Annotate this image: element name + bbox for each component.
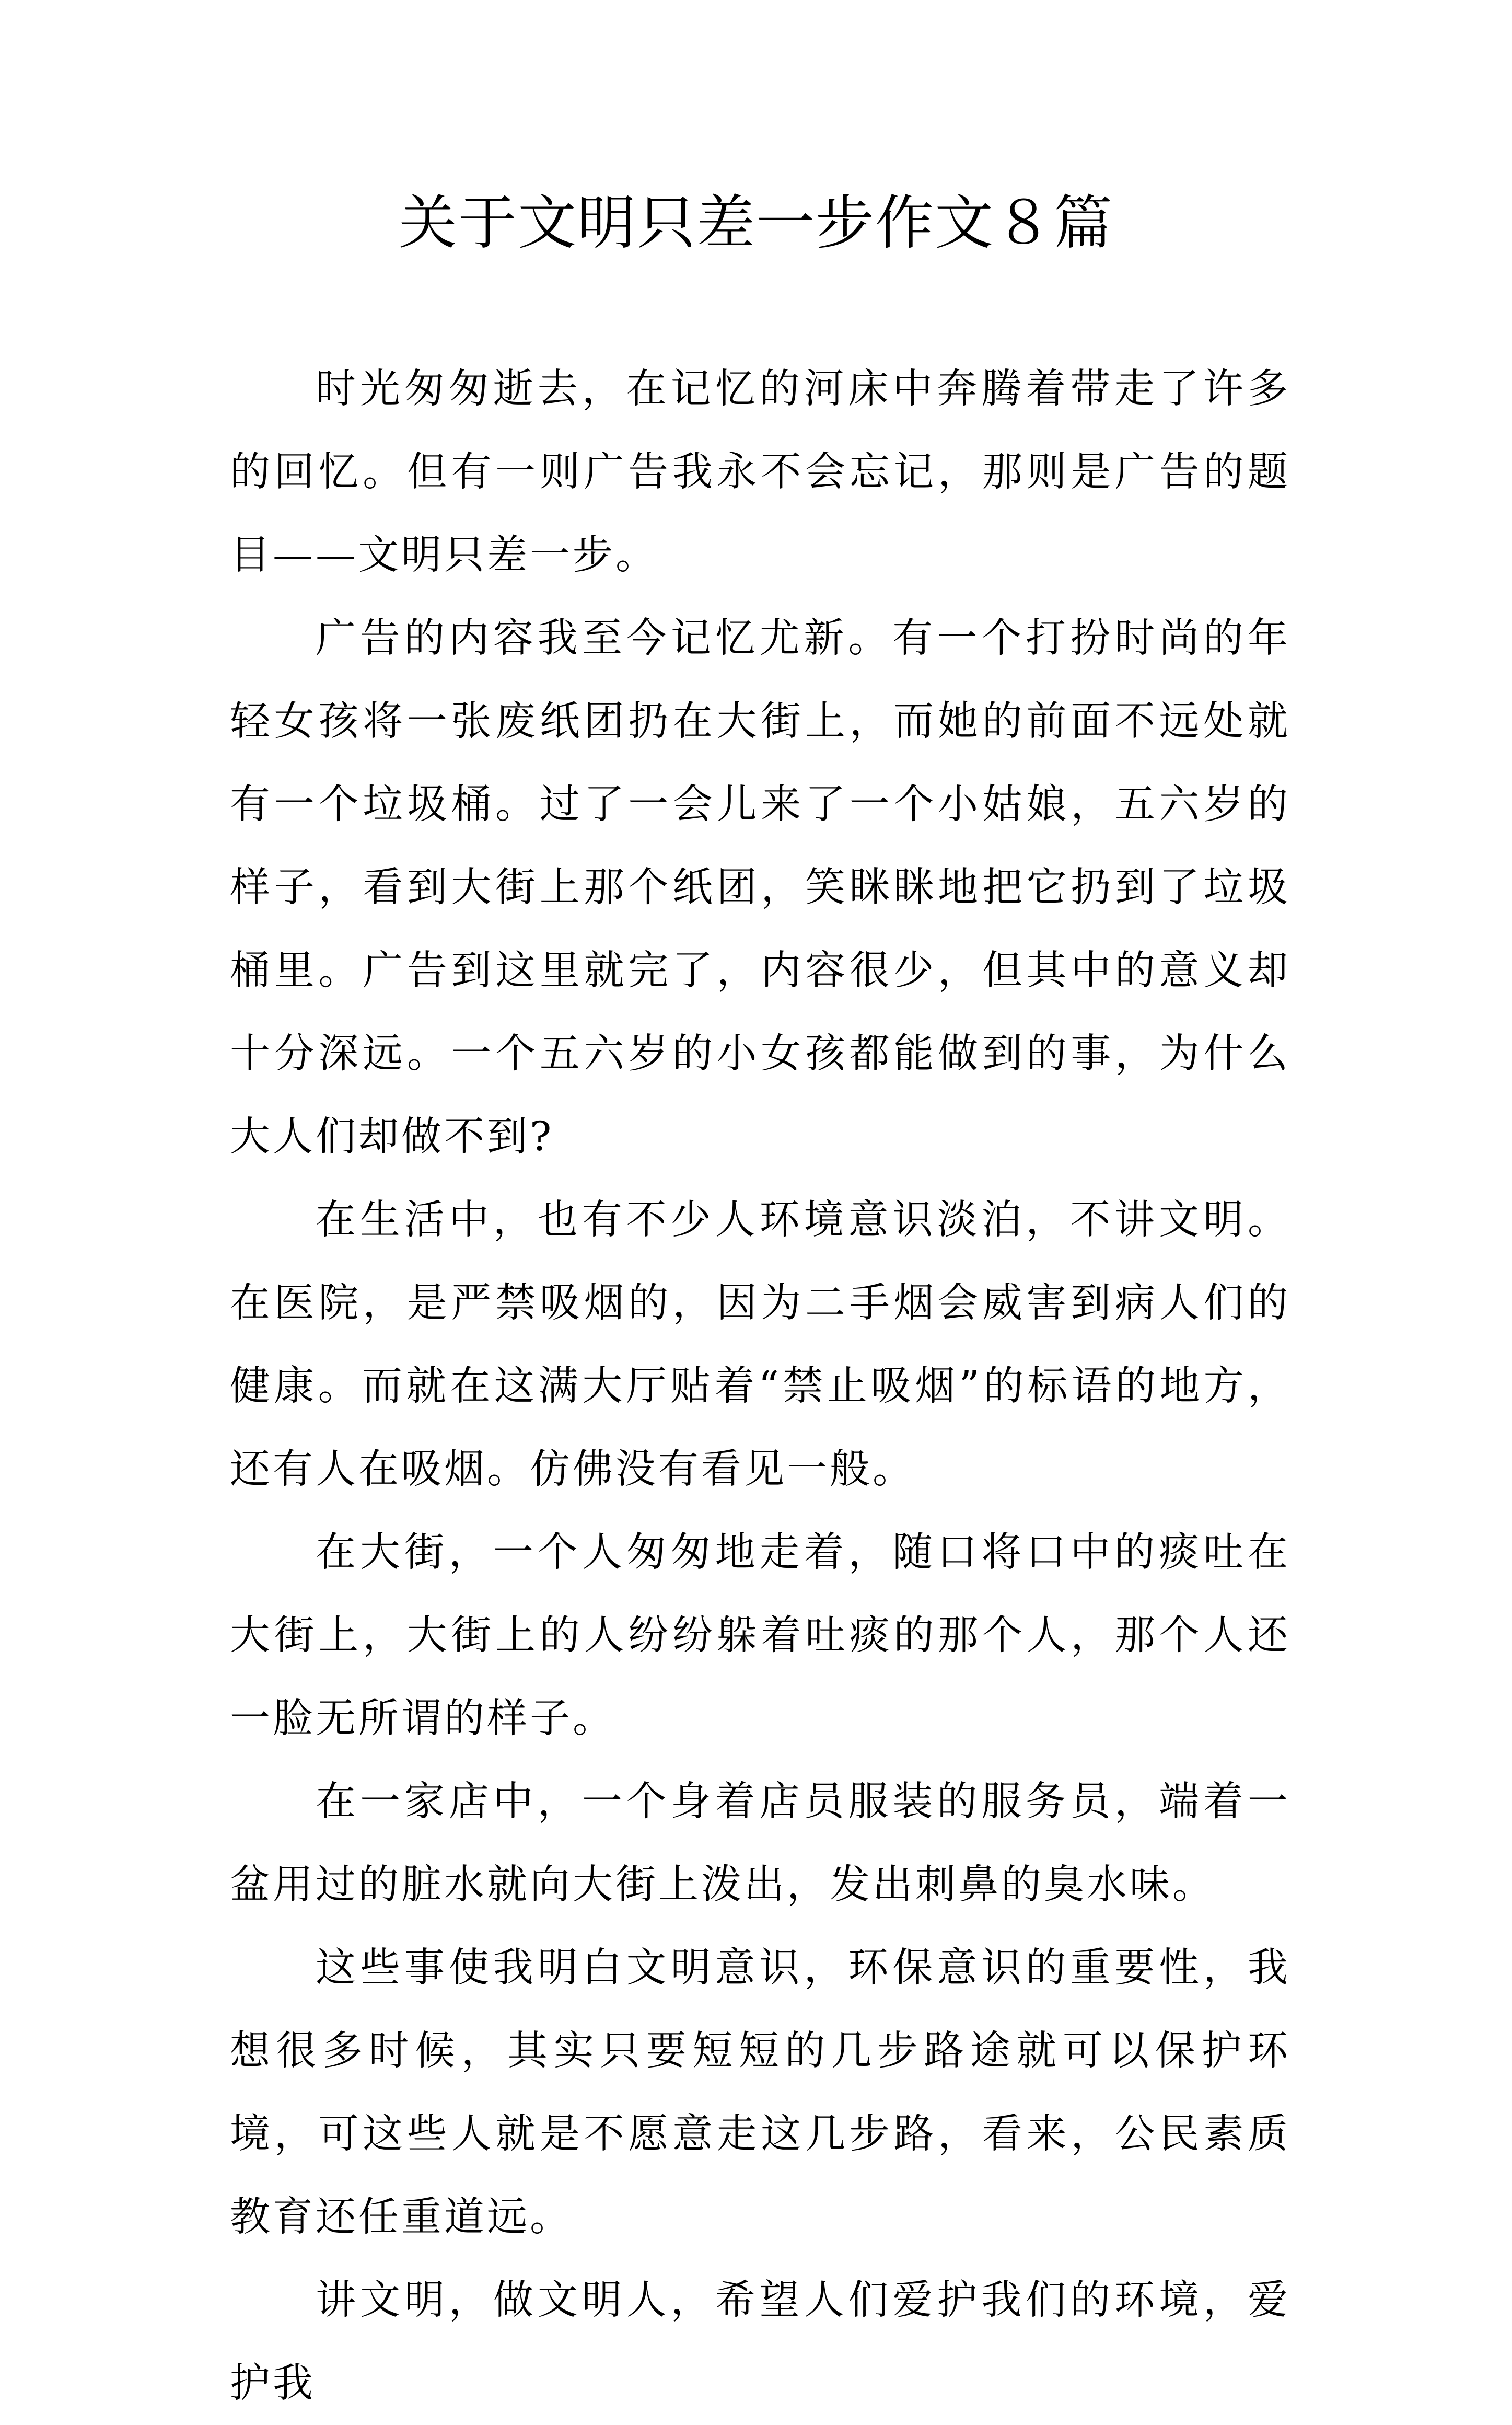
- paragraph-7: 讲文明，做文明人，希望人们爱护我们的环境，爱护我: [230, 2277, 1290, 2407]
- paragraph-1: 时光匆匆逝去，在记忆的河床中奔腾着带走了许多的回忆。但有一则广告我永不会忘记，那则是广告的题目——文明只差一步。: [230, 366, 1290, 579]
- paragraph-4: 在大街，一个人匆匆地走着，随口将口中的痰吐在大街上，大街上的人纷纷躲着吐痰的那个人，那个人还一脸无所谓的样子。: [230, 1529, 1290, 1742]
- paragraph-6: 这些事使我明白文明意识，环保意识的重要性，我想很多时候，其实只要短短的几步路途就可以保护环境，可这些人就是不愿意走这几步路，看来，公民素质教育还任重道远。: [230, 1945, 1290, 2241]
- document-title: 关于文明只差一步作文８篇: [399, 189, 1113, 257]
- document-body: [230, 348, 1290, 2425]
- paragraph-2: 广告的内容我至今记忆尤新。有一个打扮时尚的年轻女孩将一张废纸团扔在大街上，而她的前面不远处就有一个垃圾桶。过了一会儿来了一个小姑娘，五六岁的样子，看到大街上那个纸团，笑眯眯地把它扔到了垃圾桶里。广告到这里就完了，内容很少，但其中的意义却十分深远。一个五六岁的小女孩都能做到的事，为什么大人们却做不到?: [230, 615, 1290, 1160]
- paragraph-3: 在生活中，也有不少人环境意识淡泊，不讲文明。在医院，是严禁吸烟的，因为二手烟会威害到病人们的健康。而就在这满大厅贴着“禁止吸烟”的标语的地方，还有人在吸烟。仿佛没有看见一般。: [230, 1197, 1290, 1493]
- paragraph-5: 在一家店中，一个身着店员服装的服务员，端着一盆用过的脏水就向大街上泼出，发出刺鼻的臭水味。: [230, 1779, 1290, 1908]
